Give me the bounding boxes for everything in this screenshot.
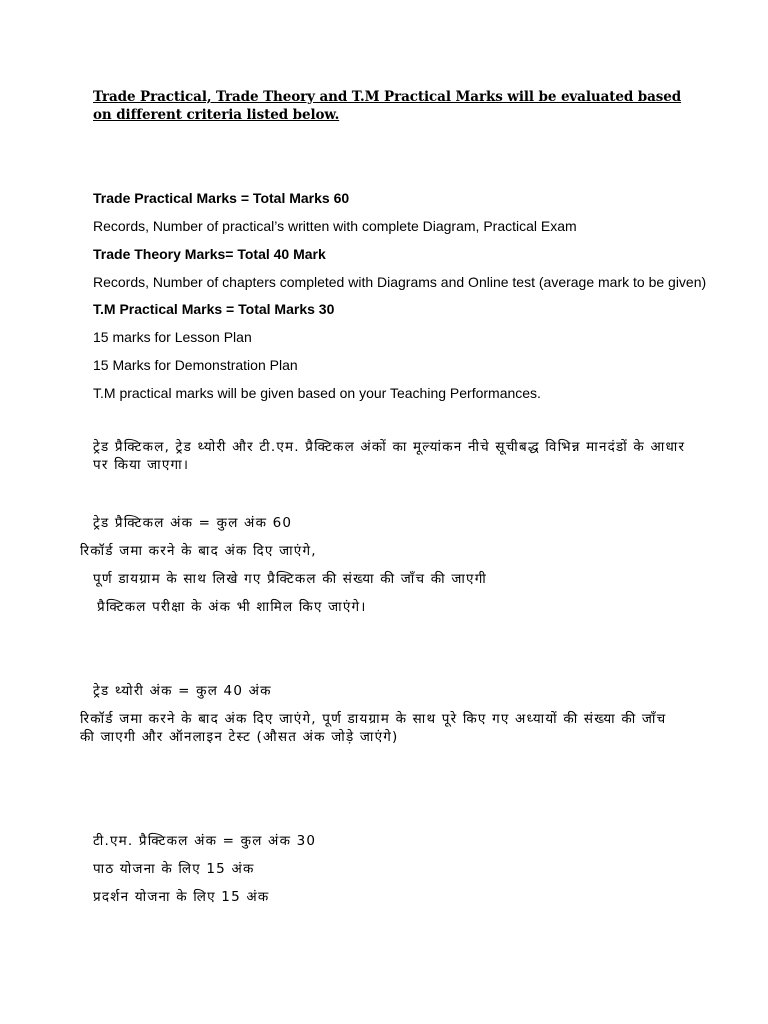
- hindi-lesson-plan-marks: पाठ योजना के लिए 15 अंक: [93, 861, 255, 877]
- hindi-trade-theory-description: रिकॉर्ड जमा करने के बाद अंक दिए जाएंगे, पूर्ण डायग्राम के साथ पूरे किए गए अध्यायों की संख्या की जाँच की जाएगी और ऑनलाइन टेस्ट (औसत अंक जोड़े जाएंगे): [80, 711, 667, 745]
- trade-practical-description: Records, Number of practical’s written with complete Diagram, Practical Exam: [93, 218, 577, 234]
- hindi-tm-practical-title: टी.एम. प्रैक्टिकल अंक = कुल अंक 30: [93, 833, 317, 849]
- tm-practical-note: T.M practical marks will be given based on your Teaching Performances.: [93, 385, 541, 401]
- lesson-plan-marks: 15 marks for Lesson Plan: [93, 329, 252, 345]
- hindi-intro: ट्रेड प्रैक्टिकल, ट्रेड थ्योरी और टी.एम. प्रैक्टिकल अंकों का मूल्यांकन नीचे सूचीबद्ध विभिन्न मानदंडों के आधार पर किया जाएगा।: [93, 439, 686, 473]
- hindi-trade-practical-line-1: रिकॉर्ड जमा करने के बाद अंक दिए जाएंगे,: [80, 543, 317, 559]
- document-heading: Trade Practical, Trade Theory and T.M Practical Marks will be evaluated based on different criteria listed below.: [93, 89, 682, 123]
- hindi-demonstration-plan-marks: प्रदर्शन योजना के लिए 15 अंक: [93, 889, 270, 905]
- trade-theory-title: Trade Theory Marks= Total 40 Mark: [93, 246, 326, 262]
- demonstration-plan-marks: 15 Marks for Demonstration Plan: [93, 357, 298, 373]
- trade-theory-description: Records, Number of chapters completed with Diagrams and Online test (average mark to be given): [93, 274, 707, 290]
- hindi-trade-practical-title: ट्रेड प्रैक्टिकल अंक = कुल अंक 60: [93, 515, 293, 531]
- hindi-trade-practical-line-3: प्रैक्टिकल परीक्षा के अंक भी शामिल किए जाएंगे।: [97, 599, 367, 615]
- trade-practical-title: Trade Practical Marks = Total Marks 60: [93, 190, 350, 206]
- hindi-trade-practical-line-2: पूर्ण डायग्राम के साथ लिखे गए प्रैक्टिकल की संख्या की जाँच की जाएगी: [93, 571, 487, 587]
- tm-practical-title: T.M Practical Marks = Total Marks 30: [93, 301, 335, 317]
- hindi-trade-theory-title: ट्रेड थ्योरी अंक = कुल 40 अंक: [93, 683, 272, 699]
